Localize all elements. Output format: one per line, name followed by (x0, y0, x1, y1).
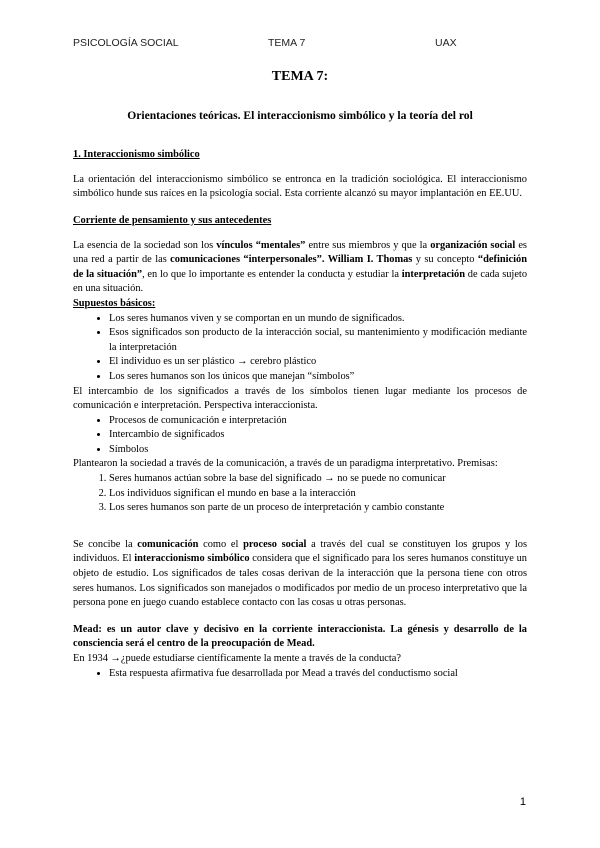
supuestos-list (73, 312, 527, 385)
premisas-paragraph: Plantearon la sociedad a través de la comunicación, a través de un paradigma interpretativo. Premisas: (73, 458, 498, 470)
list-item: • El individuo es un ser plástico → cerebro plástico (109, 355, 527, 370)
list-item: • Los seres humanos viven y se comportan en un mundo de significados. (109, 312, 527, 327)
header-left: PSICOLOGÍA SOCIAL (73, 37, 179, 49)
header-right: UAX (435, 37, 457, 49)
intercambio-paragraph: El intercambio de los significados a través de los símbolos tienen lugar mediante los procesos de comunicación e interpretación. Perspectiva interaccionista. (73, 385, 527, 412)
list-item: • Los seres humanos son los únicos que manejan “símbolos” (109, 370, 527, 385)
section-heading: 1. Interaccionismo simbólico (73, 149, 200, 161)
list-item: • Esta respuesta afirmativa fue desarrollada por Mead a través del conductismo social (109, 667, 527, 682)
header-center: TEMA 7 (268, 37, 306, 49)
intro-paragraph: La orientación del interaccionismo simbólico se entronca en la tradición sociológica. El interaccionismo simbólico hunde sus raíces en la psicología social. Esta corriente alcanzó su mayor implantación en EE.UU. (73, 173, 527, 200)
subsection-heading: Corriente de pensamiento y sus antecedentes (73, 214, 272, 226)
essence-paragraph: La esencia de la sociedad son los vínculos “mentales” entre sus miembros y que la organización social es una red a partir de las comunicaciones “interpersonales”. William I. Thomas y su concepto “definición de la situación”, en lo que lo importante es entender la conducta y estudiar la interpretación de cada sujeto en una situación. (73, 239, 528, 295)
page-number: 1 (519, 796, 526, 808)
premisas-list (73, 472, 527, 516)
list-item: • Esos significados son producto de la interacción social, su mantenimiento y modificación mediante la interpretación (109, 326, 527, 355)
supuestos-heading: Supuestos básicos: (73, 297, 156, 309)
list-item: 2. Los individuos significan el mundo en base a la interacción (109, 487, 527, 502)
list-item: • Intercambio de significados (109, 428, 527, 443)
list-item: • Procesos de comunicación e interpretación (109, 414, 527, 429)
mead-list (73, 667, 527, 682)
mead-paragraph: En 1934 →¿puede estudiarse científicamente la mente a través de la conducta? (73, 653, 402, 664)
comunicacion-paragraph: Se concibe la comunicación como el proceso social a través del cual se constituyen los grupos y los individuos. El interaccionismo simbólico considera que el significado para los seres humanos constituye un objeto de estudio. Los significados de tales cosas derivan de la interacción que la persona tiene con otros seres humanos. Los significados son manejados o modificados por medio de un proceso interpretativo que la persona pone en juego cuando establece contacto con las cosas u otras personas. (73, 538, 527, 609)
list-item: 1. Seres humanos actúan sobre la base del significado → no se puede no comunicar (109, 472, 527, 487)
mead-heading: Mead: es un autor clave y decisivo en la corriente interaccionista. La génesis y desarrollo de la consciencia será el centro de la preocupación de Mead. (73, 623, 527, 650)
intercambio-list (73, 414, 527, 458)
document-body (73, 70, 527, 681)
list-item: 3. Los seres humanos son parte de un proceso de interpretación y cambio constante (109, 501, 527, 516)
list-item: • Símbolos (109, 443, 527, 458)
page-title: TEMA 7: (271, 69, 329, 84)
page-subtitle: Orientaciones teóricas. El interaccionismo simbólico y la teoría del rol (127, 108, 473, 122)
